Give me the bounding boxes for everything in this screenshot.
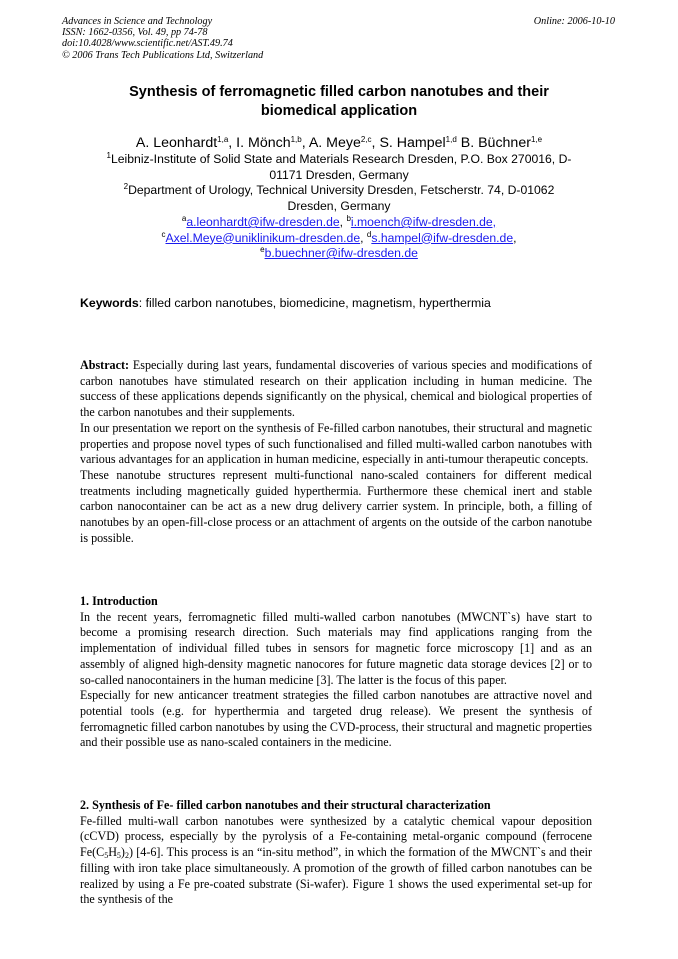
journal-header [62,16,263,61]
section-heading-introduction: 1. Introduction [80,594,158,608]
affiliation-2 [98,183,580,214]
doi-line: doi:10.4028/www.scientific.net/AST.49.74 [62,38,233,50]
affiliation-text: Department of Urology, Technical University Dresden, Fetscherstr. 74, D-01062 Dresden, Germany [128,183,555,213]
author-superscript: 1,d [445,135,457,144]
copyright-line: © 2006 Trans Tech Publications Ltd, Switzerland [62,49,264,61]
affiliation-number: 2 [123,182,129,191]
abstract-paragraph-3: These nanotube structures represent multi-functional nano-scaled containers for different medical treatments including magnetically guided hyperthermia. Furthermore these chemical inert and stable carbon nanocontainer can be act as a new drug delivery carrier system. In principle, both, a filling of nanotubes by an open-fill-close process or an attachment of argents on the outside of the carbon nanotube is possible. [80,467,592,545]
email-link-c[interactable]: Axel.Meye@uniklinikum-dresden.de [165,230,361,245]
abstract-section [80,358,592,546]
author-emails: $^a$a.leonhardt@ifw-dresden.de, $^b$i.moench@ifw-dresden.de, $^c$Axel.Meye@uniklinikum-dresden.de, $^d$s.hampel@ifw-dresden.de, $^e$b.buechner@ifw-dresden.de [161,214,517,260]
email-link-e[interactable]: b.buechner@ifw-dresden.de [264,246,418,260]
author-separator: , [228,135,237,151]
author-separator: , [301,135,309,151]
abstract-paragraph-2: In our presentation we report on the synthesis of Fe-filled carbon nanotubes, their structural and magnetic properties and propose novel types of such functionalised and filled multi-walled carbon nanotubes with various advantages for an application in human medicine, especially in anti-tumour therapeutic concepts. [80,420,592,467]
synthesis-section [80,798,592,908]
author-superscript: 1,e [530,135,543,144]
email-link-b[interactable]: i.moench@ifw-dresden.de, [350,215,497,229]
keywords-text: : filled carbon nanotubes, biomedicine, magnetism, hyperthermia [138,296,491,310]
author-list [62,134,616,152]
author-name: I. Mönch [236,135,291,151]
email-link-d[interactable]: s.hampel@ifw-dresden.de [371,230,514,245]
author-superscript: 1,b [290,135,302,144]
issn-line: ISSN: 1662-0356, Vol. 49, pp 74-78 [62,27,208,39]
affiliation-number: 1 [106,151,111,160]
abstract-label: Abstract: [80,358,130,372]
paper-title: Synthesis of ferromagnetic filled carbon nanotubes and their biomedical application [129,84,549,119]
author-superscript: 1,a [217,135,229,144]
journal-name: Advances in Science and Technology [62,16,213,27]
author-name: B. Büchner [460,135,531,151]
keywords-line [80,295,600,311]
affiliations [98,152,580,214]
online-date: Online: 2006-10-10 [533,16,615,27]
intro-paragraph-2: Especially for new anticancer treatment strategies the filled carbon nanotubes are attractive novel and potential tools (e.g. for hyperthermia and targeted drug release). We present the synthesis of ferromagnetic filled carbon nanotubes by using the CVD-process, their structural and magnetic properties and their possible use as nano-scaled containers in the medicine. [80,688,592,750]
author-name: S. Hampel [379,135,446,151]
author-superscript: 2,c [360,135,372,144]
intro-paragraph-1: In the recent years, ferromagnetic filled multi-walled carbon nanotubes (MWCNT`s) have start to become a promising research direction. Such materials may find applications ranging from the implementation of individual filled tubes in sensors for magnetic force microscopy [1] and as an assembly of aligned high-density magnetic nanocores for future magnetic data storage devices [2] or to so-called nanocontainers in the human medicine [3]. The latter is the focus of this paper. [80,609,592,687]
affiliation-1 [98,152,580,183]
affiliation-text: Leibniz-Institute of Solid State and Materials Research Dresden, P.O. Box 270016, D-01171 Dresden, Germany [111,152,572,182]
introduction-section [80,594,592,751]
author-name: A. Meye [308,135,361,151]
section-heading-synthesis: 2. Synthesis of Fe- filled carbon nanotubes and their structural characterization [80,798,491,812]
synthesis-paragraph-1: Fe-filled multi-wall carbon nanotubes were synthesized by a catalytic chemical vapour deposition (cCVD) process, especially by the pyrolysis of a Fe-containing metal-organic compound (ferrocene $Fe(C_5H_5)_2$) [4-6]. This process is an “in-situ method”, in which the formation of the MWCNT`s and their filling with iron take place simultaneously. A promotion of the growth of filled carbon nanotubes can be realized by using a Fe pre-coated substrate (Si-wafer). Figure 1 shows the used experimental set-up for the synthesis of the [80,813,592,907]
email-link-a[interactable]: a.leonhardt@ifw-dresden.de [186,215,340,229]
abstract-paragraph-1: Especially during last years, fundamental discoveries of various species and modifications of carbon nanotubes have stimulated research on their application including in human medicine. The success of these applications depends significantly on the physical, chemical and biological properties of the carbon nanotubes and their supplements. [80,358,592,420]
keywords-label: Keywords [80,296,139,310]
author-separator: , [371,135,380,151]
author-name: A. Leonhardt [135,135,218,151]
